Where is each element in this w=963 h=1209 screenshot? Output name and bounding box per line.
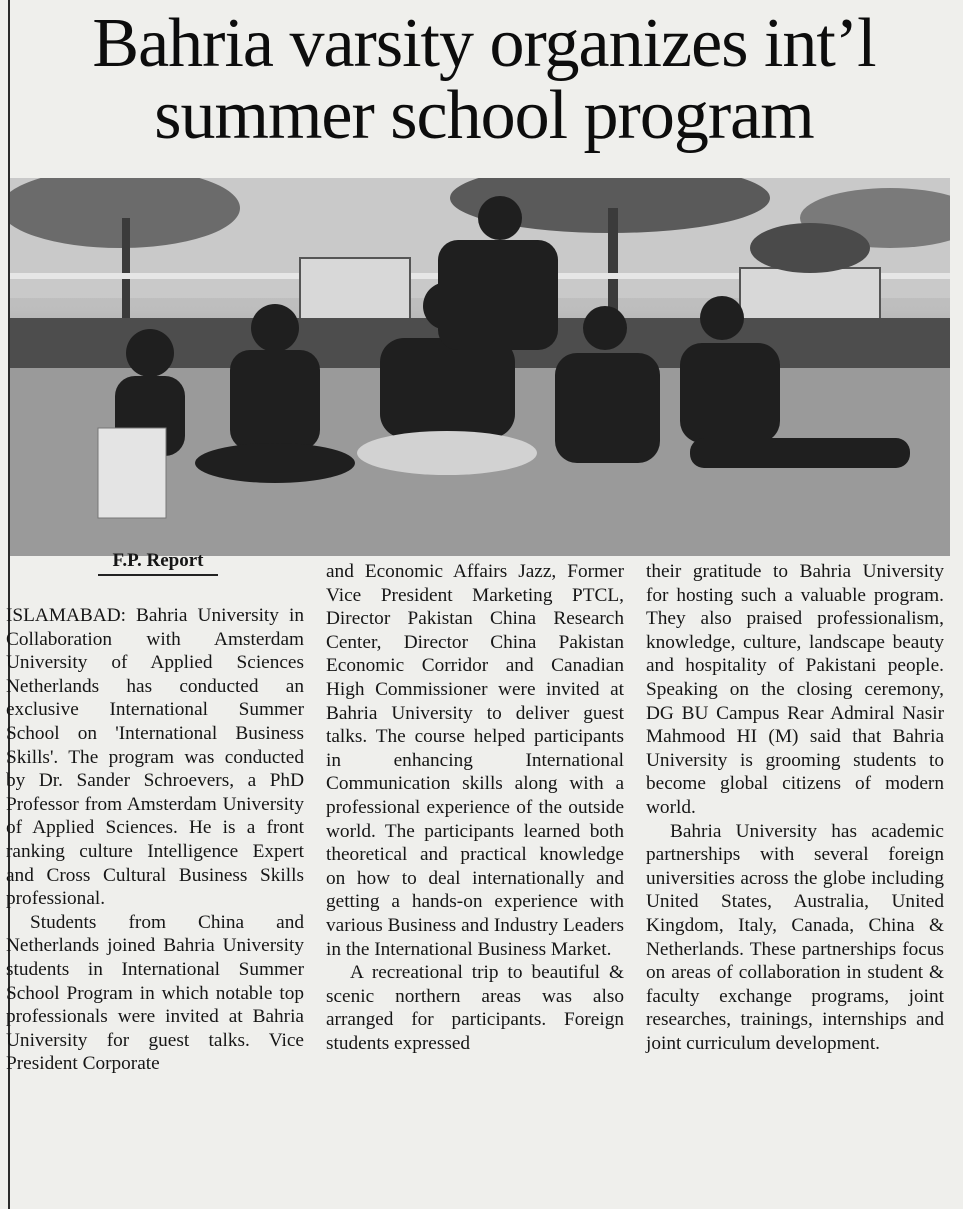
group-photo (10, 178, 950, 556)
paragraph: ISLAMABAD: Bahria University in Collaboration with Amsterdam University of Applied Sciences Netherlands has conducted an exclusive International Summer School on 'International Business Skills'. The program was conducted by Dr. Sander Schroevers, a PhD Professor from Amsterdam University of Applied Sciences. He is a front ranking culture Intelligence Expert and Cross Cultural Business Skills professional. (6, 605, 304, 910)
paragraph: Students from China and Netherlands joined Bahria University students in International Summer School Program in which notable top professionals were invited at Bahria University for guest talks. Vice President Corporate (6, 911, 304, 1075)
paragraph: and Economic Affairs Jazz, Former Vice President Marketing PTCL, Director Pakistan China Research Center, Director China Pakistan Economic Corridor and Canadian High Commissioner were invited at Bahria University to deliver guest talks. The course helped participants in enhancing International Communication skills along with a professional experience of the outside world. The participants learned both theoretical and practical knowledge on how to deal internationally and getting a hands-on experience with various Business and Industry Leaders in the International Business Market. (326, 561, 624, 960)
paragraph: Bahria University has academic partnerships with several foreign universities across the globe including United States, Australia, United Kingdom, Italy, Canada, China & Netherlands. These partnerships focus on areas of collaboration in student & faculty exchange programs, joint researches, trainings, internships and joint curriculum development. (646, 820, 944, 1054)
article-column-3 (646, 560, 944, 1055)
article-column-1 (6, 604, 304, 1076)
group-photo-icon (10, 178, 950, 556)
byline: F.P. Report (98, 550, 218, 576)
paragraph: their gratitude to Bahria University for hosting such a valuable program. They also praised professionalism, knowledge, culture, landscape beauty and hospitality of Pakistani people. Speaking on the closing ceremony, DG BU Campus Rear Admiral Nasir Mahmood HI (M) said that Bahria University is grooming students to become global citizens of modern world. (646, 561, 944, 818)
article-column-2 (326, 560, 624, 1055)
headline: Bahria varsity organizes int’l summer school program (92, 5, 876, 154)
paragraph: A recreational trip to beautiful & scenic northern areas was also arranged for participants. Foreign students expressed (326, 962, 624, 1054)
